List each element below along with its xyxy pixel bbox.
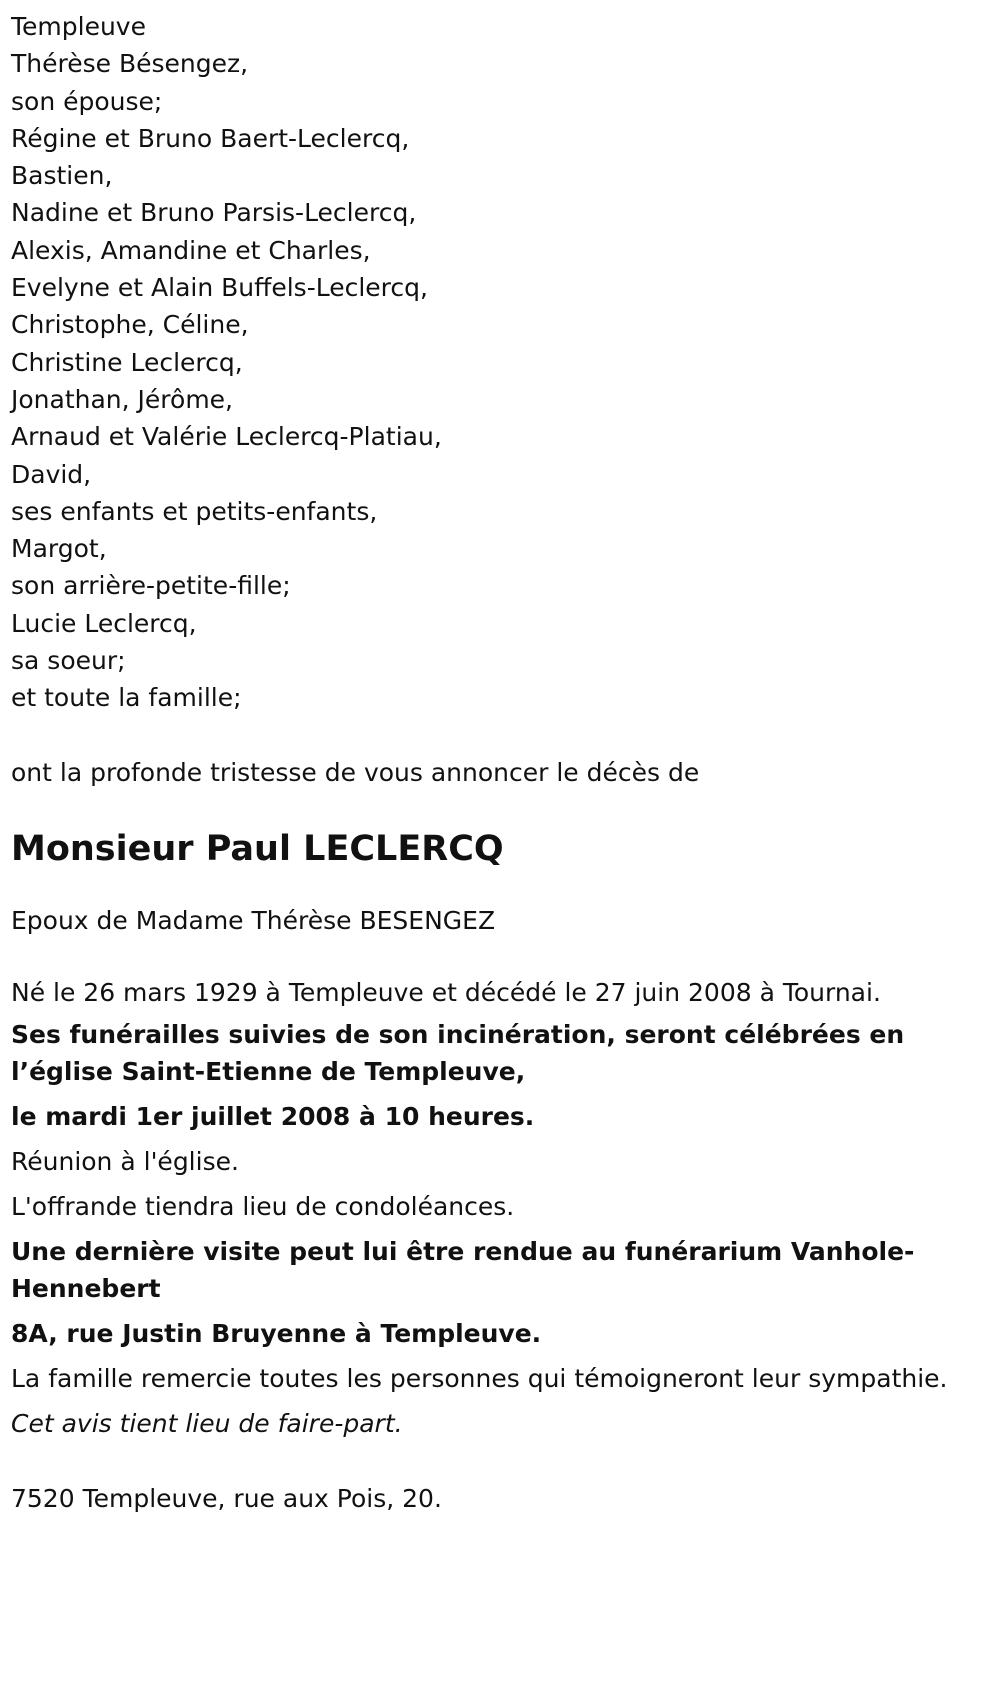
family-line: Christine Leclercq,	[11, 347, 243, 377]
visit-address: 8A, rue Justin Bruyenne à Templeuve.	[11, 1318, 542, 1348]
home-address: 7520 Templeuve, rue aux Pois, 20.	[11, 1483, 442, 1513]
birth-death-line: Né le 26 mars 1929 à Templeuve et décédé le 27 juin 2008 à Tournai.	[11, 977, 881, 1007]
family-line: son épouse;	[11, 86, 163, 116]
announcement-intro: ont la profonde tristesse de vous annoncer le décès de	[11, 757, 700, 787]
family-line: Evelyne et Alain Buffels-Leclercq,	[11, 273, 428, 303]
funeral-date: le mardi 1er juillet 2008 à 10 heures.	[11, 1101, 535, 1131]
family-line: Régine et Bruno Baert-Leclercq,	[11, 123, 410, 153]
family-line: Thérèse Bésengez,	[11, 49, 249, 79]
family-line: Margot,	[11, 534, 107, 564]
meeting-info: Réunion à l'église.	[11, 1146, 239, 1176]
spouse-line: Epoux de Madame Thérèse BESENGEZ	[11, 905, 496, 935]
family-line: son arrière-petite-fille;	[11, 571, 291, 601]
family-line: sa soeur;	[11, 646, 126, 676]
family-line: et toute la famille;	[11, 683, 242, 713]
family-line: Templeuve	[11, 12, 146, 41]
notice-text: Cet avis tient lieu de faire-part.	[11, 1408, 403, 1438]
offering-info: L'offrande tiendra lieu de condoléances.	[11, 1191, 515, 1221]
family-line: Arnaud et Valérie Leclercq-Platiau,	[11, 422, 442, 452]
family-line: David,	[11, 459, 92, 489]
deceased-name: Monsieur Paul LECLERCQ	[11, 828, 504, 869]
family-line: Nadine et Bruno Parsis-Leclercq,	[11, 198, 417, 228]
family-line: Alexis, Amandine et Charles,	[11, 235, 371, 265]
family-line: Bastien,	[11, 161, 113, 191]
family-line: Christophe, Céline,	[11, 310, 249, 340]
funeral-info: Ses funérailles suivies de son incinération, seront célébrées en l’église Saint-Etienne de Templeuve,	[11, 1019, 905, 1086]
family-line: Jonathan, Jérôme,	[11, 384, 233, 414]
thanks-text: La famille remercie toutes les personnes qui témoigneront leur sympathie.	[11, 1363, 948, 1393]
family-line: ses enfants et petits-enfants,	[11, 496, 378, 526]
family-list	[11, 8, 1000, 717]
visit-info: Une dernière visite peut lui être rendue au funérarium Vanhole-Hennebert	[11, 1236, 915, 1303]
family-line: Lucie Leclercq,	[11, 608, 197, 638]
